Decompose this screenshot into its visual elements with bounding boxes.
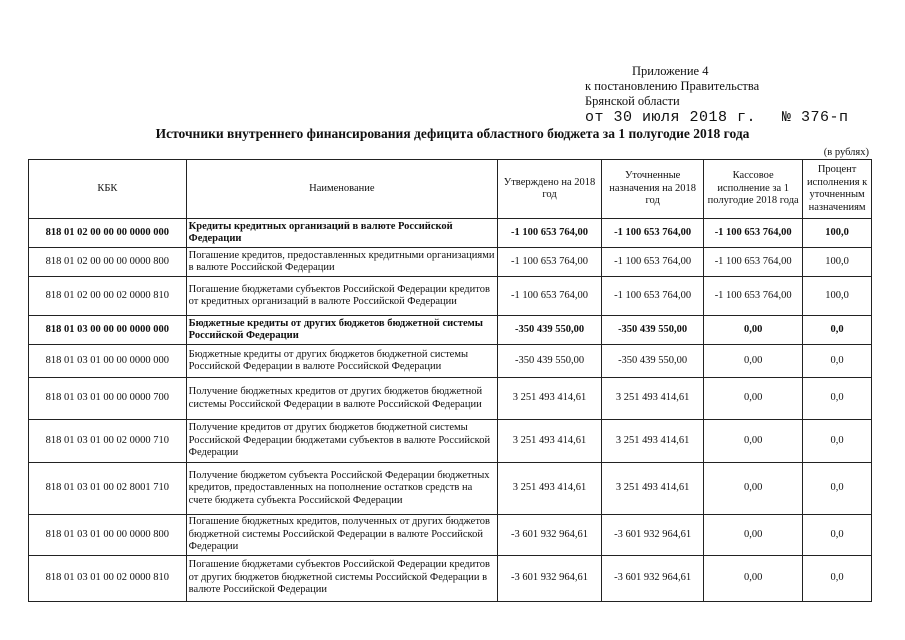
cell-name: Погашение кредитов, предоставленных кредитными организациями в валюте Российской Федерации — [186, 248, 497, 277]
table-row — [29, 345, 872, 378]
cell-name: Получение бюджетом субъекта Российской Федерации бюджетных кредитов, предоставленных на пополнение остатков средств на счете бюджета субъекта Российской Федерации — [186, 463, 497, 515]
cell-name: Получение кредитов от других бюджетов бюджетной системы Российской Федерации бюджетами субъектов в валюте Российской Федерации — [186, 420, 497, 463]
cell-percent: 0,0 — [803, 420, 872, 463]
decree-line — [585, 110, 885, 125]
column-header-name: Наименование — [186, 160, 497, 219]
cell-refined: -350 439 550,00 — [602, 345, 704, 378]
cell-kbk: 818 01 03 01 00 00 0000 800 — [29, 515, 187, 556]
cell-cash: 0,00 — [704, 555, 803, 601]
cell-percent: 100,0 — [803, 277, 872, 316]
cell-percent: 0,0 — [803, 345, 872, 378]
cell-kbk: 818 01 03 00 00 00 0000 000 — [29, 316, 187, 345]
cell-percent: 0,0 — [803, 515, 872, 556]
cell-refined: 3 251 493 414,61 — [602, 420, 704, 463]
cell-kbk: 818 01 02 00 00 00 0000 000 — [29, 219, 187, 248]
appendix-header — [585, 64, 885, 125]
cell-name: Погашение бюджетами субъектов Российской Федерации кредитов от других бюджетов бюджетной системы Российской Федерации в валюте Российской Федерации — [186, 555, 497, 601]
cell-percent: 100,0 — [803, 219, 872, 248]
cell-refined: -1 100 653 764,00 — [602, 219, 704, 248]
cell-name: Получение бюджетных кредитов от других бюджетов бюджетной системы Российской Федерации в валюте Российской Федерации — [186, 378, 497, 420]
table-row — [29, 316, 872, 345]
financing-sources-table — [28, 159, 872, 602]
table-row — [29, 555, 872, 601]
table-row — [29, 248, 872, 277]
cell-cash: -1 100 653 764,00 — [704, 219, 803, 248]
cell-cash: 0,00 — [704, 316, 803, 345]
cell-approved: -3 601 932 964,61 — [497, 555, 601, 601]
cell-percent: 100,0 — [803, 248, 872, 277]
appendix-number: Приложение 4 — [632, 64, 709, 78]
cell-kbk: 818 01 03 01 00 00 0000 700 — [29, 378, 187, 420]
cell-cash: 0,00 — [704, 515, 803, 556]
cell-refined: -3 601 932 964,61 — [602, 515, 704, 556]
column-header-percent: Процент исполнения к уточненным назначениям — [803, 160, 872, 219]
cell-approved: 3 251 493 414,61 — [497, 463, 601, 515]
table-row — [29, 277, 872, 316]
cell-cash: -1 100 653 764,00 — [704, 248, 803, 277]
appendix-region: Брянской области — [585, 94, 680, 108]
table-body — [29, 219, 872, 602]
cell-approved: -350 439 550,00 — [497, 345, 601, 378]
cell-approved: -3 601 932 964,61 — [497, 515, 601, 556]
column-header-refined: Уточненные назначения на 2018 год — [602, 160, 704, 219]
cell-kbk: 818 01 02 00 00 00 0000 800 — [29, 248, 187, 277]
table-row — [29, 420, 872, 463]
column-header-cash: Кассовое исполнение за 1 полугодие 2018 года — [704, 160, 803, 219]
decree-date: от 30 июля 2018 г. — [585, 109, 757, 126]
cell-cash: 0,00 — [704, 463, 803, 515]
table-row — [29, 463, 872, 515]
appendix-decree-ref: к постановлению Правительства — [585, 79, 760, 93]
cell-approved: -1 100 653 764,00 — [497, 277, 601, 316]
cell-percent: 0,0 — [803, 463, 872, 515]
cell-approved: 3 251 493 414,61 — [497, 378, 601, 420]
cell-approved: -1 100 653 764,00 — [497, 248, 601, 277]
cell-approved: 3 251 493 414,61 — [497, 420, 601, 463]
units-note: (в рублях) — [823, 147, 869, 158]
cell-cash: -1 100 653 764,00 — [704, 277, 803, 316]
cell-kbk: 818 01 03 01 00 02 0000 810 — [29, 555, 187, 601]
cell-cash: 0,00 — [704, 420, 803, 463]
cell-cash: 0,00 — [704, 345, 803, 378]
cell-refined: -1 100 653 764,00 — [602, 277, 704, 316]
table-row — [29, 515, 872, 556]
document-title: Источники внутреннего финансирования дефицита областного бюджета за 1 полугодие 2018 года — [155, 126, 750, 141]
cell-percent: 0,0 — [803, 378, 872, 420]
cell-kbk: 818 01 02 00 00 02 0000 810 — [29, 277, 187, 316]
cell-approved: -350 439 550,00 — [497, 316, 601, 345]
cell-percent: 0,0 — [803, 316, 872, 345]
cell-name: Бюджетные кредиты от других бюджетов бюджетной системы Российской Федерации в валюте Российской Федерации — [186, 345, 497, 378]
column-header-kbk: КБК — [29, 160, 187, 219]
cell-approved: -1 100 653 764,00 — [497, 219, 601, 248]
cell-kbk: 818 01 03 01 00 02 8001 710 — [29, 463, 187, 515]
cell-name: Кредиты кредитных организаций в валюте Российской Федерации — [186, 219, 497, 248]
cell-refined: 3 251 493 414,61 — [602, 463, 704, 515]
cell-percent: 0,0 — [803, 555, 872, 601]
table-row — [29, 378, 872, 420]
table-row — [29, 219, 872, 248]
cell-name: Бюджетные кредиты от других бюджетов бюджетной системы Российской Федерации — [186, 316, 497, 345]
cell-kbk: 818 01 03 01 00 00 0000 000 — [29, 345, 187, 378]
table-header-row — [29, 160, 872, 219]
cell-refined: -350 439 550,00 — [602, 316, 704, 345]
cell-kbk: 818 01 03 01 00 02 0000 710 — [29, 420, 187, 463]
cell-refined: -1 100 653 764,00 — [602, 248, 704, 277]
cell-refined: 3 251 493 414,61 — [602, 378, 704, 420]
decree-number: № 376-п — [782, 109, 849, 126]
column-header-approved: Утверждено на 2018 год — [497, 160, 601, 219]
cell-refined: -3 601 932 964,61 — [602, 555, 704, 601]
cell-name: Погашение бюджетных кредитов, полученных от других бюджетов бюджетной системы Российской Федерации в валюте Российской Федерации — [186, 515, 497, 556]
cell-cash: 0,00 — [704, 378, 803, 420]
cell-name: Погашение бюджетами субъектов Российской Федерации кредитов от кредитных организаций в валюте Российской Федерации — [186, 277, 497, 316]
